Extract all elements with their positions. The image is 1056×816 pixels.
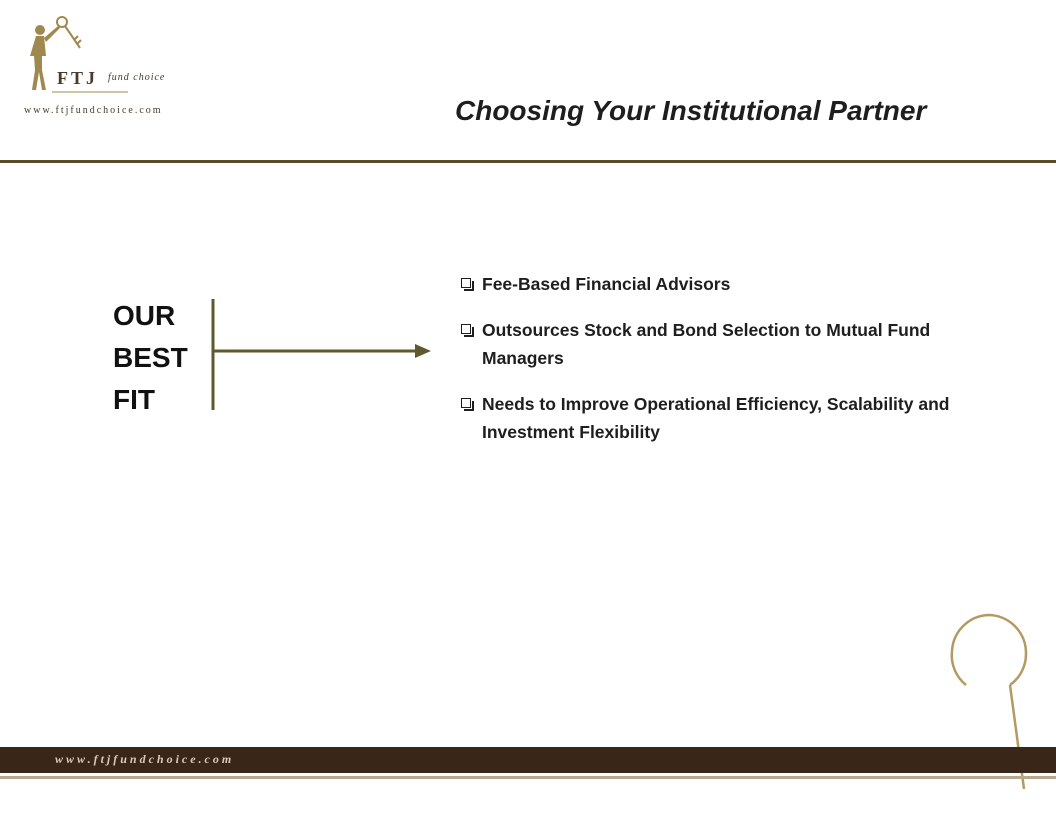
bullet-text: Outsources Stock and Bond Selection to Mutual Fund Managers	[482, 320, 931, 368]
checkbox-bullet-icon	[461, 278, 471, 288]
footer-divider	[0, 776, 1056, 779]
checkbox-bullet-icon	[461, 324, 471, 334]
list-item	[458, 390, 978, 446]
header-divider	[0, 160, 1056, 163]
bullet-text: Needs to Improve Operational Efficiency, Scalability and Investment Flexibility	[482, 394, 950, 442]
footer-url: www.ftjfundchoice.com	[55, 752, 235, 766]
connector-arrow-icon	[205, 295, 435, 415]
best-fit-line: OUR	[113, 300, 176, 331]
page-title: Choosing Your Institutional Partner	[455, 95, 927, 126]
best-fit-line: FIT	[113, 384, 155, 415]
list-item	[458, 270, 978, 298]
best-fit-line: BEST	[113, 342, 188, 373]
logo-subtitle: fund choice	[108, 72, 166, 83]
list-item	[458, 316, 978, 372]
bullet-text: Fee-Based Financial Advisors	[482, 274, 731, 294]
bullet-list	[458, 270, 978, 464]
logo-brand: FTJ	[57, 68, 99, 88]
logo-url: www.ftjfundchoice.com	[24, 105, 163, 116]
best-fit-label	[113, 295, 188, 421]
key-decoration-icon	[940, 605, 1050, 805]
checkbox-bullet-icon	[461, 398, 471, 408]
